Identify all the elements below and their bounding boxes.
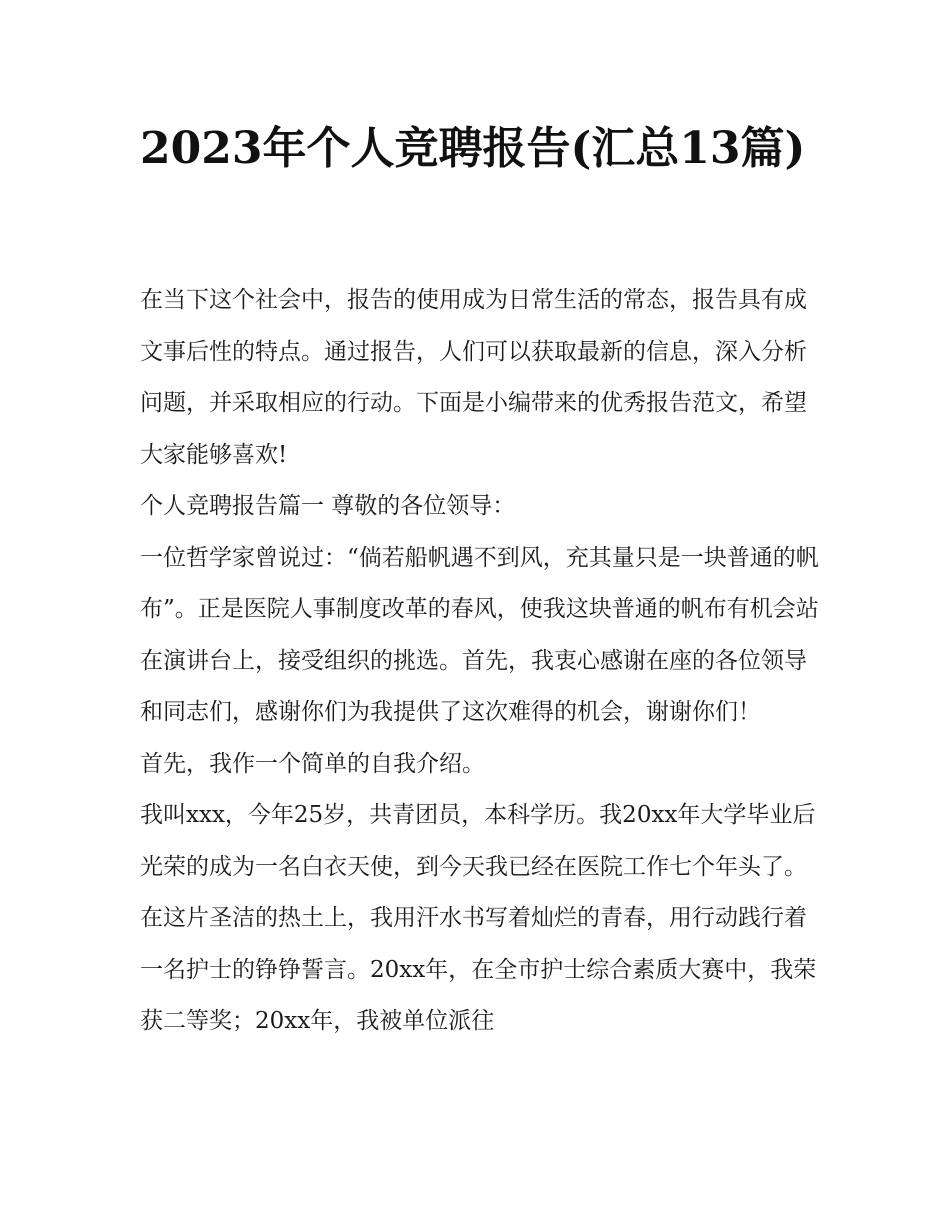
section-heading-paragraph: 个人竞聘报告篇一 尊敬的各位领导： <box>140 493 516 519</box>
document-body <box>140 275 820 1048</box>
document-title: 2023年个人竞聘报告(汇总13篇) <box>140 123 806 174</box>
body-paragraph: 一位哲学家曾说过：“倘若船帆遇不到风，充其量只是一块普通的帆布”。正是医院人事制度改革的春风，使我这块普通的帆布有机会站在演讲台上，接受组织的挑选。首先，我衷心感谢在座的各位领导和同志们，感谢你们为我提供了这次难得的机会，谢谢你们！ <box>140 544 819 725</box>
intro-paragraph: 在当下这个社会中，报告的使用成为日常生活的常态，报告具有成文事后性的特点。通过报告，人们可以获取最新的信息，深入分析问题，并采取相应的行动。下面是小编带来的优秀报告范文，希望大家能够喜欢! <box>140 287 807 468</box>
body-paragraph: 首先，我作一个简单的自我介绍。 <box>140 750 485 777</box>
body-paragraph: 我叫xxx，今年25岁，共青团员，本科学历。我20xx年大学毕业后光荣的成为一名白衣天使，到今天我已经在医院工作七个年头了。在这片圣洁的热土上，我用汗水书写着灿烂的青春，用行动践行着一名护士的铮铮誓言。20xx年，在全市护士综合素质大赛中，我荣获二等奖；20xx年，我被单位派往 <box>140 802 817 1034</box>
